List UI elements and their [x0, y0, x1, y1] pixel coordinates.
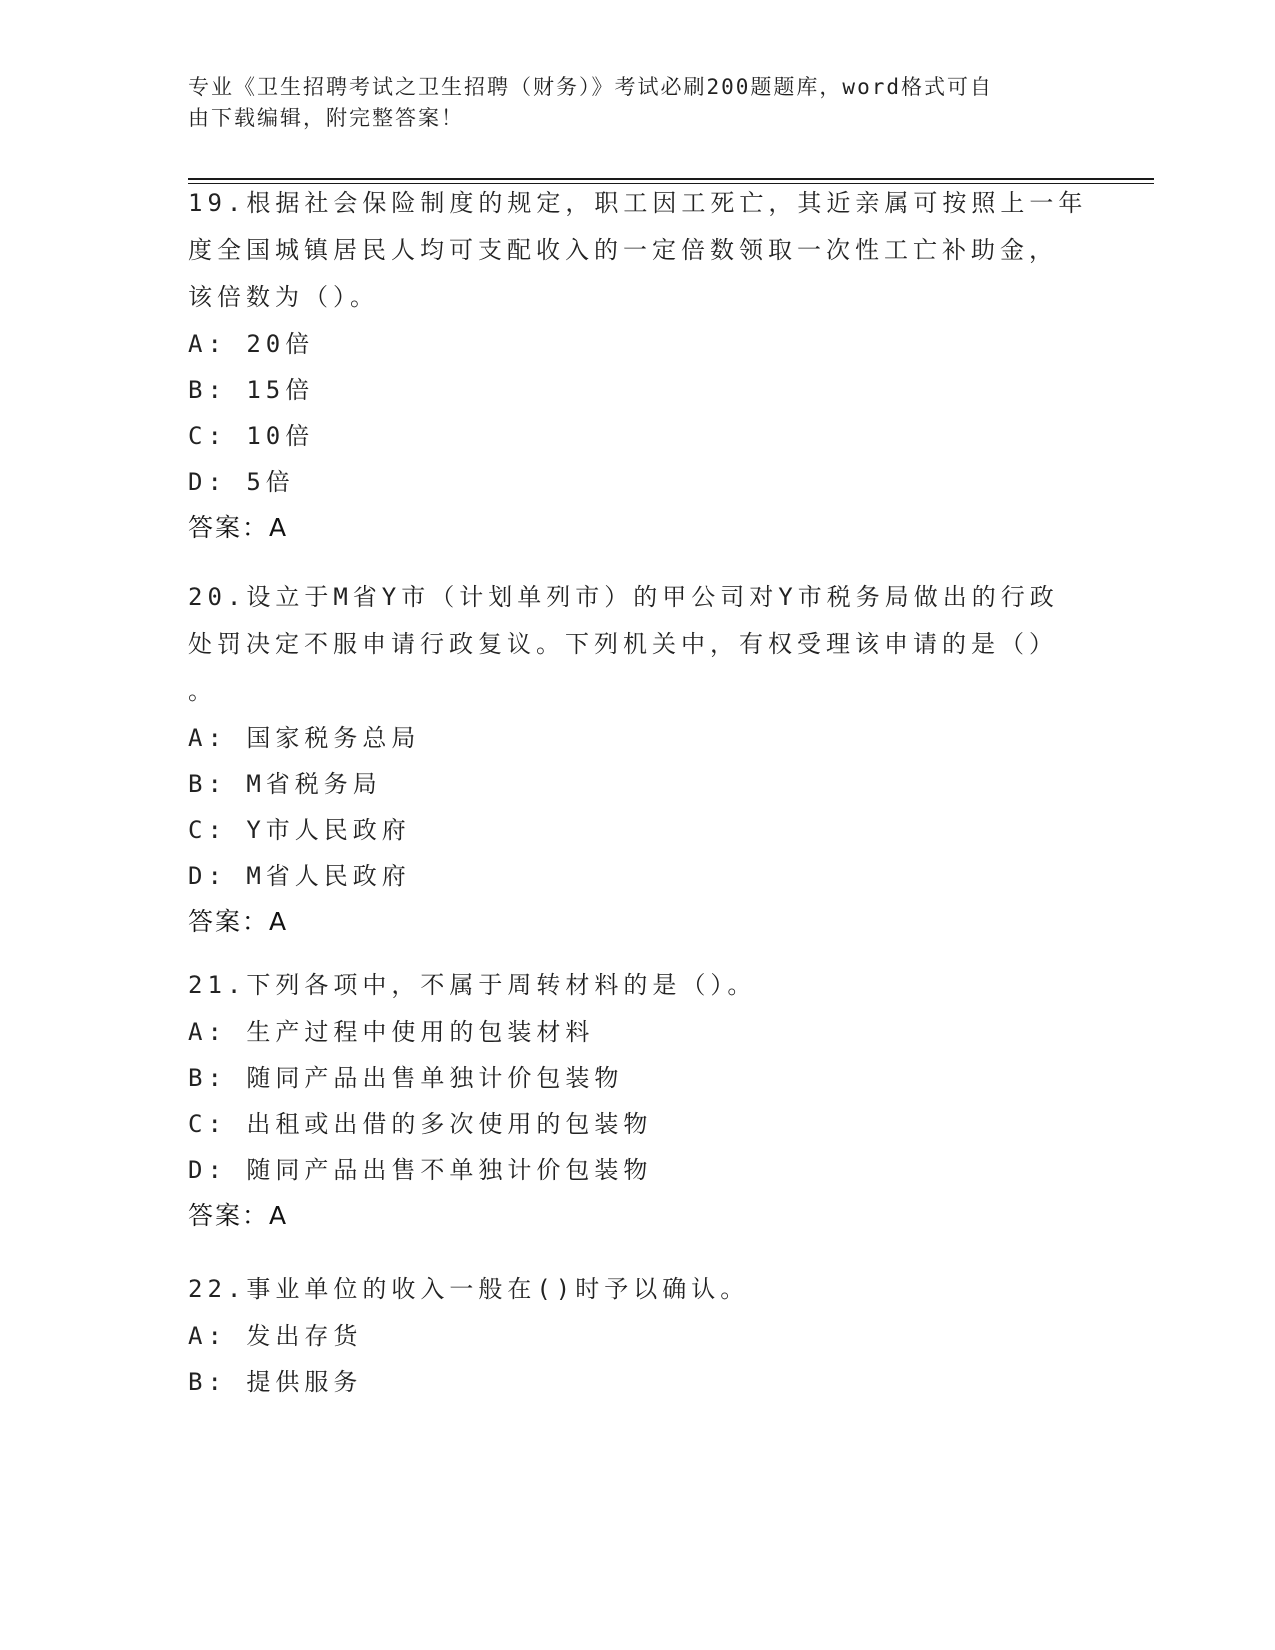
option-a: A: 国家税务总局: [188, 724, 421, 752]
question-20: [188, 574, 1088, 945]
option-a: A: 发出存货: [188, 1322, 363, 1350]
option-c: C: 10倍: [188, 422, 315, 450]
answer: 答案：A: [188, 513, 289, 542]
option-d: D: 5倍: [188, 468, 295, 496]
question-22: [188, 1266, 1088, 1405]
option-b: B: 提供服务: [188, 1368, 363, 1396]
header-line-2: 由下载编辑，附完整答案！: [188, 106, 464, 130]
option-b: B: M省税务局: [188, 770, 382, 798]
question-stem-line: 处罚决定不服申请行政复议。下列机关中，有权受理该申请的是（）: [188, 630, 1058, 658]
answer: 答案：A: [188, 907, 289, 936]
document-header: [188, 72, 1088, 134]
question-stem-line: 19.根据社会保险制度的规定，职工因工死亡，其近亲属可按照上一年: [188, 189, 1088, 217]
question-stem-line: 22.事业单位的收入一般在()时予以确认。: [188, 1275, 750, 1303]
header-line-1: 专业《卫生招聘考试之卫生招聘（财务）》考试必刷200题题库，word格式可自: [188, 75, 993, 99]
answer: 答案：A: [188, 1201, 289, 1230]
question-stem-line: 该倍数为（）。: [188, 283, 379, 311]
question-21: [188, 962, 1088, 1239]
question-stem-line: 20.设立于M省Y市（计划单列市）的甲公司对Y市税务局做出的行政: [188, 583, 1059, 611]
option-a: A: 20倍: [188, 330, 315, 358]
question-stem-line: 21.下列各项中，不属于周转材料的是（）。: [188, 971, 757, 999]
question-stem-line: 。: [188, 677, 217, 705]
option-d: D: M省人民政府: [188, 862, 411, 890]
option-d: D: 随同产品出售不单独计价包装物: [188, 1156, 653, 1184]
option-b: B: 随同产品出售单独计价包装物: [188, 1064, 624, 1092]
question-19: [188, 180, 1088, 551]
option-c: C: Y市人民政府: [188, 816, 411, 844]
option-c: C: 出租或出借的多次使用的包装物: [188, 1110, 653, 1138]
option-b: B: 15倍: [188, 376, 315, 404]
question-stem-line: 度全国城镇居民人均可支配收入的一定倍数领取一次性工亡补助金，: [188, 236, 1058, 264]
option-a: A: 生产过程中使用的包装材料: [188, 1018, 595, 1046]
